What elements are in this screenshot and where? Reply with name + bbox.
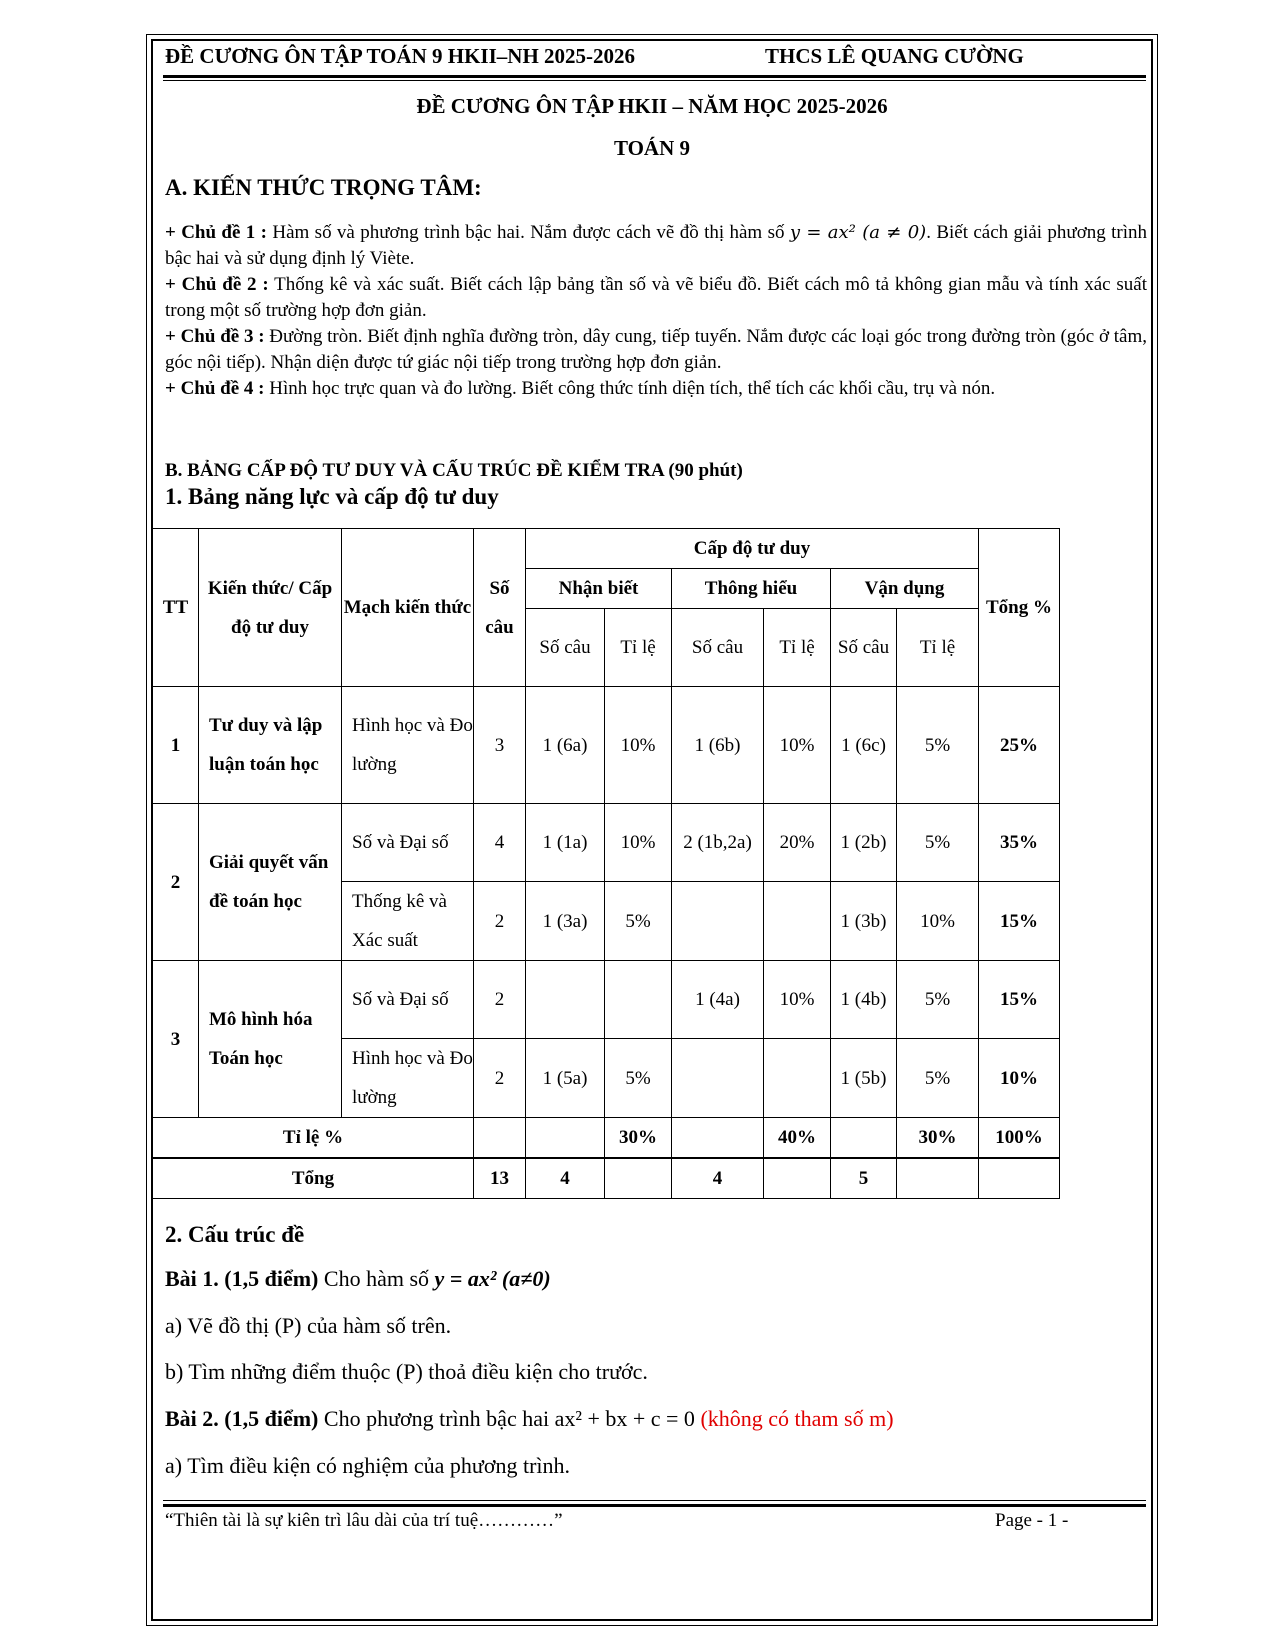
row-understand-ratio: [764, 1039, 831, 1118]
header-left: ĐỀ CƯƠNG ÔN TẬP TOÁN 9 HKII–NH 2025-2026: [165, 44, 636, 68]
row-understand-ratio: [764, 882, 831, 961]
topic-math: y = ax² (a ≠ 0): [789, 222, 927, 243]
row-count: 2: [474, 882, 526, 961]
row-total: 15%: [979, 961, 1060, 1039]
row-count: 2: [474, 961, 526, 1039]
row-understand-ratio: 20%: [764, 804, 831, 882]
header-apply: Vận dụng: [831, 569, 979, 609]
topic-2: [165, 272, 1147, 324]
exercise-2: [165, 1406, 894, 1432]
exercise-1b: b) Tìm những điểm thuộc (P) thoả điều kiện cho trước.: [165, 1359, 648, 1384]
row-recognize-ratio: 5%: [605, 1039, 672, 1118]
section-b-heading: B. BẢNG CẤP ĐỘ TƯ DUY VÀ CẤU TRÚC ĐỀ KIỂM TRA (90 phút): [165, 460, 743, 481]
ratio-empty: [831, 1118, 897, 1159]
row-strand: Số và Đại số: [342, 961, 474, 1039]
row-knowledge: Giải quyết vấn đề toán học: [199, 804, 342, 961]
header-question-count: Số câu: [474, 529, 526, 687]
row-total: 25%: [979, 687, 1060, 804]
subsection-2-heading: 2. Cấu trúc đề: [165, 1222, 305, 1247]
exercise-text: Cho phương trình bậc hai ax² + bx + c = 0: [318, 1406, 701, 1431]
ratio-empty: [672, 1118, 764, 1159]
exercise-text: Cho hàm số: [318, 1266, 435, 1291]
ratio-understand: 40%: [764, 1118, 831, 1159]
row-understand-ratio: 10%: [764, 687, 831, 804]
row-strand: Số và Đại số: [342, 804, 474, 882]
row-apply: 1 (5b): [831, 1039, 897, 1118]
header-total: Tổng %: [979, 529, 1060, 687]
topic-text: Hình học trực quan và đo lường. Biết công thức tính diện tích, thể tích các khối cầu, trụ và nón.: [264, 378, 996, 399]
total-empty: [605, 1158, 672, 1199]
exercise-2a: a) Tìm điều kiện có nghiệm của phương trình.: [165, 1453, 571, 1478]
row-strand: Thống kê và Xác suất: [342, 882, 474, 961]
exercise-note: (không có tham số m): [700, 1406, 894, 1431]
row-knowledge: Mô hình hóa Toán học: [199, 961, 342, 1118]
total-row: [153, 1158, 1060, 1199]
row-recognize-ratio: 10%: [605, 804, 672, 882]
row-count: 3: [474, 687, 526, 804]
row-recognize: 1 (3a): [526, 882, 605, 961]
total-empty: [764, 1158, 831, 1199]
topic-label: + Chủ đề 4 :: [165, 378, 265, 399]
topic-1: [165, 220, 1147, 272]
ratio-empty: [526, 1118, 605, 1159]
topic-4: [165, 376, 1147, 402]
row-apply: 1 (3b): [831, 882, 897, 961]
row-index: 3: [153, 961, 199, 1118]
row-apply: 1 (4b): [831, 961, 897, 1039]
row-apply-ratio: 5%: [897, 687, 979, 804]
header-tt: TT: [153, 529, 199, 687]
row-apply: 1 (6c): [831, 687, 897, 804]
document-subtitle: TOÁN 9: [613, 136, 691, 160]
total-count: 13: [474, 1158, 526, 1199]
table-row: [153, 961, 1060, 1039]
header-recognize: Nhận biết: [526, 569, 672, 609]
header-rule-thin: [163, 80, 1146, 81]
header-count: Số câu: [526, 609, 605, 687]
header-thinking-level: Cấp độ tư duy: [526, 529, 979, 569]
total-empty: [897, 1158, 979, 1199]
ratio-row: [153, 1118, 1060, 1159]
footer-rule-thin: [163, 1500, 1146, 1501]
exercise-label: Bài 1. (1,5 điểm): [165, 1266, 319, 1291]
row-recognize-ratio: 5%: [605, 882, 672, 961]
ratio-total: 100%: [979, 1118, 1060, 1159]
footer-quote: “Thiên tài là sự kiên trì lâu dài của trí tuệ…………”: [165, 1510, 563, 1531]
row-understand-ratio: 10%: [764, 961, 831, 1039]
subsection-1-heading: 1. Bảng năng lực và cấp độ tư duy: [165, 484, 499, 509]
total-recognize: 4: [526, 1158, 605, 1199]
row-recognize: [526, 961, 605, 1039]
row-count: 4: [474, 804, 526, 882]
row-recognize: 1 (5a): [526, 1039, 605, 1118]
header-rule-thick: [163, 75, 1146, 78]
ratio-label: Tỉ lệ %: [153, 1118, 474, 1159]
row-recognize-ratio: 10%: [605, 687, 672, 804]
row-understand: [672, 1039, 764, 1118]
section-a-heading: A. KIẾN THỨC TRỌNG TÂM:: [165, 175, 482, 200]
header-understand: Thông hiểu: [672, 569, 831, 609]
topic-text: . Biết cách giải phương trình bậc hai và sử dụng định lý Viète.: [165, 222, 1147, 269]
header-ratio: Tỉ lệ: [605, 609, 672, 687]
row-understand: 2 (1b,2a): [672, 804, 764, 882]
header-count: Số câu: [672, 609, 764, 687]
table-row: [153, 687, 1060, 804]
row-total: 15%: [979, 882, 1060, 961]
competency-table: [152, 528, 1060, 1199]
ratio-apply: 30%: [897, 1118, 979, 1159]
total-apply: 5: [831, 1158, 897, 1199]
row-total: 10%: [979, 1039, 1060, 1118]
topic-3: [165, 324, 1147, 376]
row-understand: 1 (6b): [672, 687, 764, 804]
row-understand: [672, 882, 764, 961]
total-label: Tổng: [153, 1158, 474, 1199]
total-empty: [979, 1158, 1060, 1199]
header-count: Số câu: [831, 609, 897, 687]
document-title: ĐỀ CƯƠNG ÔN TẬP HKII – NĂM HỌC 2025-2026: [416, 94, 888, 118]
row-recognize: 1 (6a): [526, 687, 605, 804]
page-header: [165, 44, 1145, 69]
row-strand: Hình học và Đo lường: [342, 1039, 474, 1118]
page-number: Page - 1 -: [995, 1510, 1069, 1531]
header-ratio: Tỉ lệ: [897, 609, 979, 687]
ratio-empty: [474, 1118, 526, 1159]
topic-list: [165, 220, 1147, 402]
row-index: 2: [153, 804, 199, 961]
header-knowledge: Kiến thức/ Cấp độ tư duy: [199, 529, 342, 687]
row-understand: 1 (4a): [672, 961, 764, 1039]
topic-text: Đường tròn. Biết định nghĩa đường tròn, dây cung, tiếp tuyến. Nắm được các loại góc trong đường tròn (góc ở tâm, góc nội tiếp). Nhận diện được tứ giác nội tiếp trong trường hợp đơn giản.: [165, 326, 1147, 373]
ratio-recognize: 30%: [605, 1118, 672, 1159]
topic-text: Thống kê và xác suất. Biết cách lập bảng tần số và vẽ biểu đồ. Biết cách mô tả không gian mẫu và tính xác suất trong một số trường hợp đơn giản.: [165, 274, 1148, 321]
row-knowledge: Tư duy và lập luận toán học: [199, 687, 342, 804]
header-ratio: Tỉ lệ: [764, 609, 831, 687]
row-apply-ratio: 5%: [897, 1039, 979, 1118]
exercise-label: Bài 2. (1,5 điểm): [165, 1406, 319, 1431]
row-apply-ratio: 5%: [897, 804, 979, 882]
header-strand: Mạch kiến thức: [342, 529, 474, 687]
topic-text: Hàm số và phương trình bậc hai. Nắm được cách vẽ đồ thị hàm số: [267, 222, 790, 243]
row-recognize-ratio: [605, 961, 672, 1039]
row-recognize: 1 (1a): [526, 804, 605, 882]
footer-rule-thick: [163, 1504, 1146, 1507]
topic-label: + Chủ đề 1 :: [165, 222, 267, 243]
row-apply: 1 (2b): [831, 804, 897, 882]
exercise-1a: a) Vẽ đồ thị (P) của hàm số trên.: [165, 1313, 452, 1338]
row-strand: Hình học và Đo lường: [342, 687, 474, 804]
topic-label: + Chủ đề 2 :: [165, 274, 269, 295]
row-apply-ratio: 10%: [897, 882, 979, 961]
row-index: 1: [153, 687, 199, 804]
header-right: THCS LÊ QUANG CƯỜNG: [765, 44, 1024, 68]
row-count: 2: [474, 1039, 526, 1118]
exercise-1: [165, 1266, 551, 1292]
exercise-math: y = ax² (a≠0): [434, 1266, 551, 1291]
table-row: [153, 804, 1060, 882]
row-total: 35%: [979, 804, 1060, 882]
topic-label: + Chủ đề 3 :: [165, 326, 265, 347]
total-understand: 4: [672, 1158, 764, 1199]
row-apply-ratio: 5%: [897, 961, 979, 1039]
